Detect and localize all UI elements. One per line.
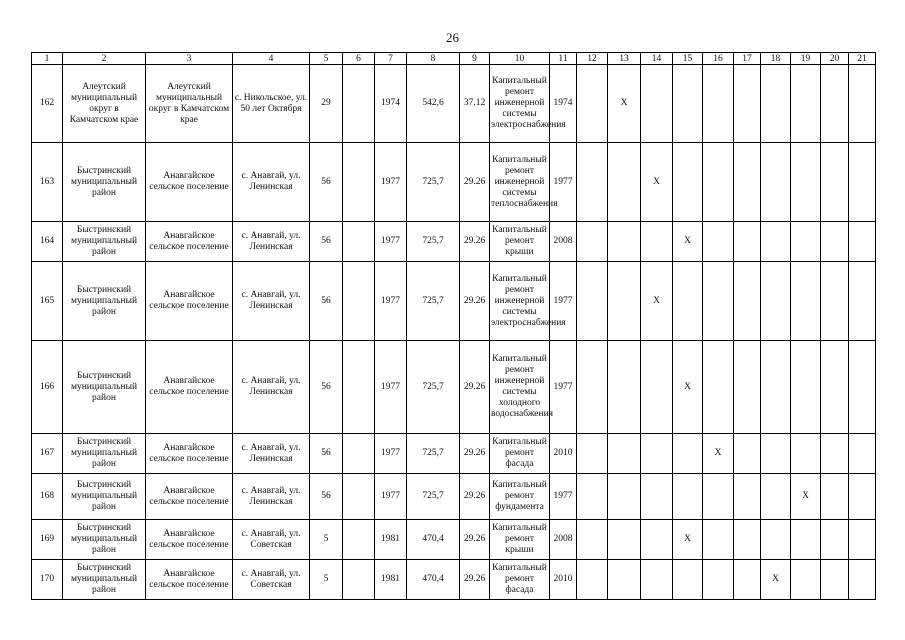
work-period-mark: X: [761, 560, 791, 600]
work-period-mark: X: [673, 341, 703, 434]
row-number: 170: [32, 560, 63, 600]
address-cell: с. Анавгай, ул. Ленинская: [233, 262, 310, 341]
apartments-cell: 56: [310, 341, 343, 434]
area-cell: 725,7: [407, 262, 460, 341]
period-cell-12: [577, 434, 608, 474]
work-type-cell: Капитальный ремонт инженерной системы электроснабжения: [490, 65, 550, 143]
period-cell-21: [849, 222, 876, 262]
period-cell-16: [703, 262, 734, 341]
period-cell-21: [849, 560, 876, 600]
column-number-2: 2: [63, 53, 146, 65]
period-cell-16: [703, 474, 734, 520]
apartments-cell: 56: [310, 222, 343, 262]
apartments-cell: 56: [310, 262, 343, 341]
address-cell: с. Анавгай, ул. Советская: [233, 520, 310, 560]
column-number-15: 15: [673, 53, 703, 65]
period-cell-13: [608, 222, 641, 262]
district-cell: Быстринский муниципальный район: [63, 560, 146, 600]
settlement-cell: Анавгайское сельское поселение: [146, 262, 233, 341]
work-type-cell: Капитальный ремонт фундамента: [490, 474, 550, 520]
period-cell-19: [791, 434, 821, 474]
tariff-cell: 29.26: [460, 474, 490, 520]
period-cell-17: [734, 520, 761, 560]
period-cell-21: [849, 434, 876, 474]
apartments-cell: 5: [310, 520, 343, 560]
period-cell-17: [734, 434, 761, 474]
period-cell-18: [761, 222, 791, 262]
period-cell-12: [577, 65, 608, 143]
period-cell-13: [608, 474, 641, 520]
work-period-mark: X: [641, 262, 673, 341]
period-cell-20: [821, 262, 849, 341]
year-built-cell: 1977: [375, 262, 407, 341]
period-cell-12: [577, 520, 608, 560]
period-cell-17: [734, 143, 761, 222]
period-cell-16: [703, 143, 734, 222]
last-repair-year-cell: 1977: [550, 341, 577, 434]
column-number-7: 7: [375, 53, 407, 65]
period-cell-12: [577, 143, 608, 222]
period-cell-13: [608, 560, 641, 600]
period-cell-20: [821, 474, 849, 520]
period-cell-15: [673, 434, 703, 474]
work-type-cell: Капитальный ремонт инженерной системы электроснабжения: [490, 262, 550, 341]
table-row: [32, 520, 876, 560]
work-period-mark: X: [673, 520, 703, 560]
district-cell: Алеутский муниципальный округ в Камчатском крае: [63, 65, 146, 143]
work-period-mark: X: [791, 474, 821, 520]
table-row: [32, 143, 876, 222]
col-6-cell: [343, 341, 375, 434]
work-period-mark: X: [703, 434, 734, 474]
settlement-cell: Алеутский муниципальный округ в Камчатском крае: [146, 65, 233, 143]
period-cell-21: [849, 65, 876, 143]
table-row: [32, 434, 876, 474]
col-6-cell: [343, 65, 375, 143]
last-repair-year-cell: 2010: [550, 434, 577, 474]
period-cell-13: [608, 341, 641, 434]
period-cell-15: [673, 560, 703, 600]
apartments-cell: 56: [310, 434, 343, 474]
apartments-cell: 56: [310, 143, 343, 222]
period-cell-14: [641, 65, 673, 143]
column-number-1: 1: [32, 53, 63, 65]
district-cell: Быстринский муниципальный район: [63, 434, 146, 474]
period-cell-14: [641, 560, 673, 600]
last-repair-year-cell: 1977: [550, 474, 577, 520]
period-cell-16: [703, 222, 734, 262]
table-row: [32, 65, 876, 143]
period-cell-14: [641, 520, 673, 560]
column-number-13: 13: [608, 53, 641, 65]
period-cell-12: [577, 474, 608, 520]
address-cell: с. Анавгай, ул. Ленинская: [233, 341, 310, 434]
period-cell-13: [608, 262, 641, 341]
period-cell-15: [673, 474, 703, 520]
year-built-cell: 1974: [375, 65, 407, 143]
column-number-21: 21: [849, 53, 876, 65]
period-cell-12: [577, 262, 608, 341]
period-cell-13: [608, 520, 641, 560]
period-cell-21: [849, 341, 876, 434]
settlement-cell: Анавгайское сельское поселение: [146, 143, 233, 222]
period-cell-15: [673, 262, 703, 341]
period-cell-18: [761, 341, 791, 434]
column-number-5: 5: [310, 53, 343, 65]
period-cell-13: [608, 434, 641, 474]
period-cell-20: [821, 520, 849, 560]
column-number-4: 4: [233, 53, 310, 65]
table-row: [32, 341, 876, 434]
row-number: 165: [32, 262, 63, 341]
table-row: [32, 222, 876, 262]
area-cell: 542,6: [407, 65, 460, 143]
area-cell: 470,4: [407, 520, 460, 560]
settlement-cell: Анавгайское сельское поселение: [146, 434, 233, 474]
apartments-cell: 5: [310, 560, 343, 600]
column-number-14: 14: [641, 53, 673, 65]
district-cell: Быстринский муниципальный район: [63, 143, 146, 222]
year-built-cell: 1977: [375, 474, 407, 520]
period-cell-15: [673, 143, 703, 222]
work-type-cell: Капитальный ремонт фасада: [490, 560, 550, 600]
period-cell-21: [849, 474, 876, 520]
column-number-header: [32, 53, 876, 65]
year-built-cell: 1977: [375, 434, 407, 474]
period-cell-18: [761, 474, 791, 520]
column-number-17: 17: [734, 53, 761, 65]
column-number-12: 12: [577, 53, 608, 65]
col-6-cell: [343, 474, 375, 520]
district-cell: Быстринский муниципальный район: [63, 222, 146, 262]
row-number: 163: [32, 143, 63, 222]
row-number: 162: [32, 65, 63, 143]
year-built-cell: 1977: [375, 222, 407, 262]
row-number: 168: [32, 474, 63, 520]
period-cell-15: [673, 65, 703, 143]
col-6-cell: [343, 222, 375, 262]
period-cell-20: [821, 143, 849, 222]
period-cell-19: [791, 520, 821, 560]
col-6-cell: [343, 434, 375, 474]
area-cell: 725,7: [407, 434, 460, 474]
last-repair-year-cell: 2008: [550, 222, 577, 262]
area-cell: 725,7: [407, 474, 460, 520]
table-row: [32, 262, 876, 341]
area-cell: 725,7: [407, 222, 460, 262]
row-number: 164: [32, 222, 63, 262]
column-number-6: 6: [343, 53, 375, 65]
work-period-mark: X: [608, 65, 641, 143]
period-cell-16: [703, 520, 734, 560]
column-number-18: 18: [761, 53, 791, 65]
period-cell-20: [821, 341, 849, 434]
period-cell-21: [849, 262, 876, 341]
tariff-cell: 37.12: [460, 65, 490, 143]
period-cell-18: [761, 262, 791, 341]
period-cell-12: [577, 222, 608, 262]
period-cell-18: [761, 65, 791, 143]
period-cell-21: [849, 143, 876, 222]
period-cell-19: [791, 143, 821, 222]
column-number-20: 20: [821, 53, 849, 65]
period-cell-14: [641, 434, 673, 474]
area-cell: 725,7: [407, 341, 460, 434]
district-cell: Быстринский муниципальный район: [63, 520, 146, 560]
period-cell-21: [849, 520, 876, 560]
area-cell: 725,7: [407, 143, 460, 222]
period-cell-18: [761, 143, 791, 222]
page-number: 26: [446, 30, 459, 45]
period-cell-20: [821, 65, 849, 143]
column-number-19: 19: [791, 53, 821, 65]
address-cell: с. Анавгай, ул. Ленинская: [233, 222, 310, 262]
address-cell: с. Никольское, ул. 50 лет Октября: [233, 65, 310, 143]
year-built-cell: 1977: [375, 143, 407, 222]
period-cell-16: [703, 65, 734, 143]
work-type-cell: Капитальный ремонт крыши: [490, 520, 550, 560]
table-row: [32, 560, 876, 600]
period-cell-18: [761, 434, 791, 474]
work-type-cell: Капитальный ремонт инженерной системы холодного водоснабжения: [490, 341, 550, 434]
work-period-mark: X: [673, 222, 703, 262]
repair-register-table: [31, 52, 876, 600]
year-built-cell: 1977: [375, 341, 407, 434]
period-cell-17: [734, 262, 761, 341]
col-6-cell: [343, 560, 375, 600]
year-built-cell: 1981: [375, 560, 407, 600]
row-number: 167: [32, 434, 63, 474]
area-cell: 470,4: [407, 560, 460, 600]
last-repair-year-cell: 1977: [550, 262, 577, 341]
column-number-3: 3: [146, 53, 233, 65]
year-built-cell: 1981: [375, 520, 407, 560]
column-number-16: 16: [703, 53, 734, 65]
tariff-cell: 29.26: [460, 262, 490, 341]
column-number-8: 8: [407, 53, 460, 65]
period-cell-19: [791, 65, 821, 143]
period-cell-17: [734, 65, 761, 143]
period-cell-12: [577, 560, 608, 600]
period-cell-17: [734, 560, 761, 600]
column-number-10: 10: [490, 53, 550, 65]
last-repair-year-cell: 2010: [550, 560, 577, 600]
settlement-cell: Анавгайское сельское поселение: [146, 341, 233, 434]
last-repair-year-cell: 1974: [550, 65, 577, 143]
address-cell: с. Анавгай, ул. Ленинская: [233, 434, 310, 474]
address-cell: с. Анавгай, ул. Ленинская: [233, 143, 310, 222]
period-cell-19: [791, 341, 821, 434]
row-number: 169: [32, 520, 63, 560]
last-repair-year-cell: 1977: [550, 143, 577, 222]
settlement-cell: Анавгайское сельское поселение: [146, 560, 233, 600]
settlement-cell: Анавгайское сельское поселение: [146, 222, 233, 262]
row-number: 166: [32, 341, 63, 434]
period-cell-17: [734, 474, 761, 520]
tariff-cell: 29.26: [460, 520, 490, 560]
period-cell-19: [791, 262, 821, 341]
table-body: [32, 65, 876, 600]
district-cell: Быстринский муниципальный район: [63, 474, 146, 520]
period-cell-16: [703, 560, 734, 600]
period-cell-16: [703, 341, 734, 434]
work-type-cell: Капитальный ремонт инженерной системы теплоснабжения: [490, 143, 550, 222]
period-cell-19: [791, 560, 821, 600]
column-number-11: 11: [550, 53, 577, 65]
address-cell: с. Анавгай, ул. Ленинская: [233, 474, 310, 520]
period-cell-14: [641, 474, 673, 520]
last-repair-year-cell: 2008: [550, 520, 577, 560]
period-cell-20: [821, 560, 849, 600]
tariff-cell: 29.26: [460, 143, 490, 222]
settlement-cell: Анавгайское сельское поселение: [146, 520, 233, 560]
apartments-cell: 56: [310, 474, 343, 520]
work-period-mark: X: [641, 143, 673, 222]
work-type-cell: Капитальный ремонт фасада: [490, 434, 550, 474]
col-6-cell: [343, 143, 375, 222]
period-cell-17: [734, 341, 761, 434]
period-cell-17: [734, 222, 761, 262]
tariff-cell: 29.26: [460, 434, 490, 474]
work-type-cell: Капитальный ремонт крыши: [490, 222, 550, 262]
period-cell-19: [791, 222, 821, 262]
apartments-cell: 29: [310, 65, 343, 143]
period-cell-14: [641, 222, 673, 262]
period-cell-18: [761, 520, 791, 560]
col-6-cell: [343, 520, 375, 560]
address-cell: с. Анавгай, ул. Советская: [233, 560, 310, 600]
period-cell-12: [577, 341, 608, 434]
period-cell-20: [821, 222, 849, 262]
period-cell-14: [641, 341, 673, 434]
tariff-cell: 29.26: [460, 341, 490, 434]
tariff-cell: 29.26: [460, 222, 490, 262]
settlement-cell: Анавгайское сельское поселение: [146, 474, 233, 520]
period-cell-13: [608, 143, 641, 222]
tariff-cell: 29.26: [460, 560, 490, 600]
column-number-9: 9: [460, 53, 490, 65]
period-cell-20: [821, 434, 849, 474]
col-6-cell: [343, 262, 375, 341]
district-cell: Быстринский муниципальный район: [63, 262, 146, 341]
table-row: [32, 474, 876, 520]
district-cell: Быстринский муниципальный район: [63, 341, 146, 434]
